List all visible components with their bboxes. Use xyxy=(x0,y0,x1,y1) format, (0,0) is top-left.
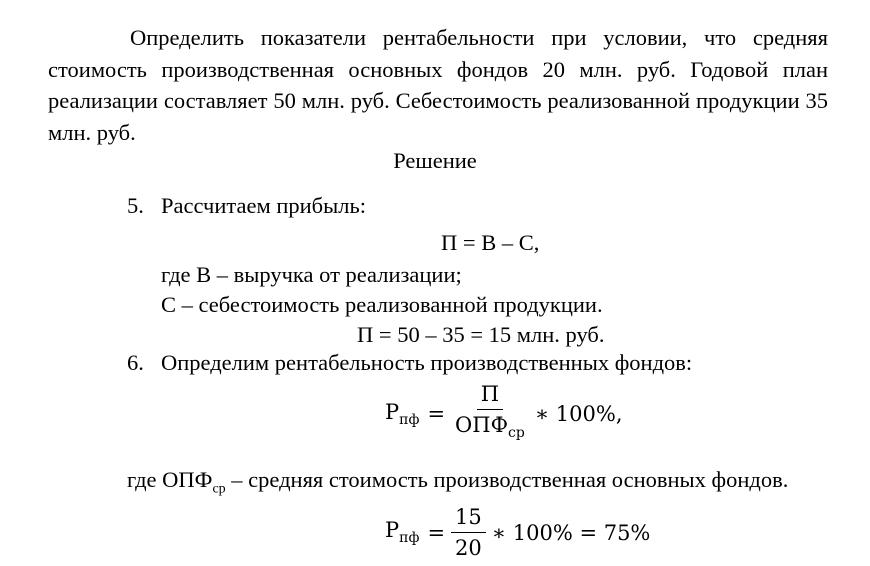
calc-equals: = xyxy=(427,520,446,545)
calc-fraction xyxy=(451,505,486,560)
profitability-formula xyxy=(385,382,623,445)
step-6 xyxy=(127,350,693,376)
calc-denominator: 20 xyxy=(455,536,482,560)
calc-tail: ∗ 100% = 75% xyxy=(491,520,651,545)
profit-calculation: П = 50 – 35 = 15 млн. руб. xyxy=(357,322,605,347)
calc-numerator: 15 xyxy=(451,505,486,533)
step-6-number: 6. xyxy=(127,350,144,375)
formula-equals: = xyxy=(427,401,446,426)
formula-fraction xyxy=(451,382,529,445)
formula-numerator: П xyxy=(477,382,503,410)
calc-lhs: $Р_{пф}$ xyxy=(385,518,420,547)
definition-cost: С – себестоимость реализованной продукции. xyxy=(161,292,603,317)
step-5-title: Рассчитаем прибыль: xyxy=(161,193,366,218)
solution-heading: Решение xyxy=(393,148,477,173)
step-5 xyxy=(127,193,366,219)
step-5-number: 5. xyxy=(127,193,144,218)
profitability-calculation xyxy=(385,505,650,560)
definition-opf: где $ОПФ_{ср}$ – средняя стоимость производственная основных фондов. xyxy=(127,467,789,497)
formula-lhs: $Р_{пф}$ xyxy=(385,399,420,428)
profit-formula: П = В – С, xyxy=(441,230,540,255)
formula-denominator: $ОПФ_{ср}$ xyxy=(455,413,525,442)
definition-revenue: где В – выручка от реализации; xyxy=(161,262,462,287)
formula-tail: ∗ 100%, xyxy=(534,401,623,426)
problem-paragraph: Определить показатели рентабельности при условии, что средняя стоимость производственная основных фондов 20 млн. руб. Годовой план реализации составляет 50 млн. руб. Себестоимость реализованной продукции 35 млн. руб. xyxy=(48,25,828,145)
step-6-title: Определим рентабельность производственных фондов: xyxy=(161,350,693,375)
